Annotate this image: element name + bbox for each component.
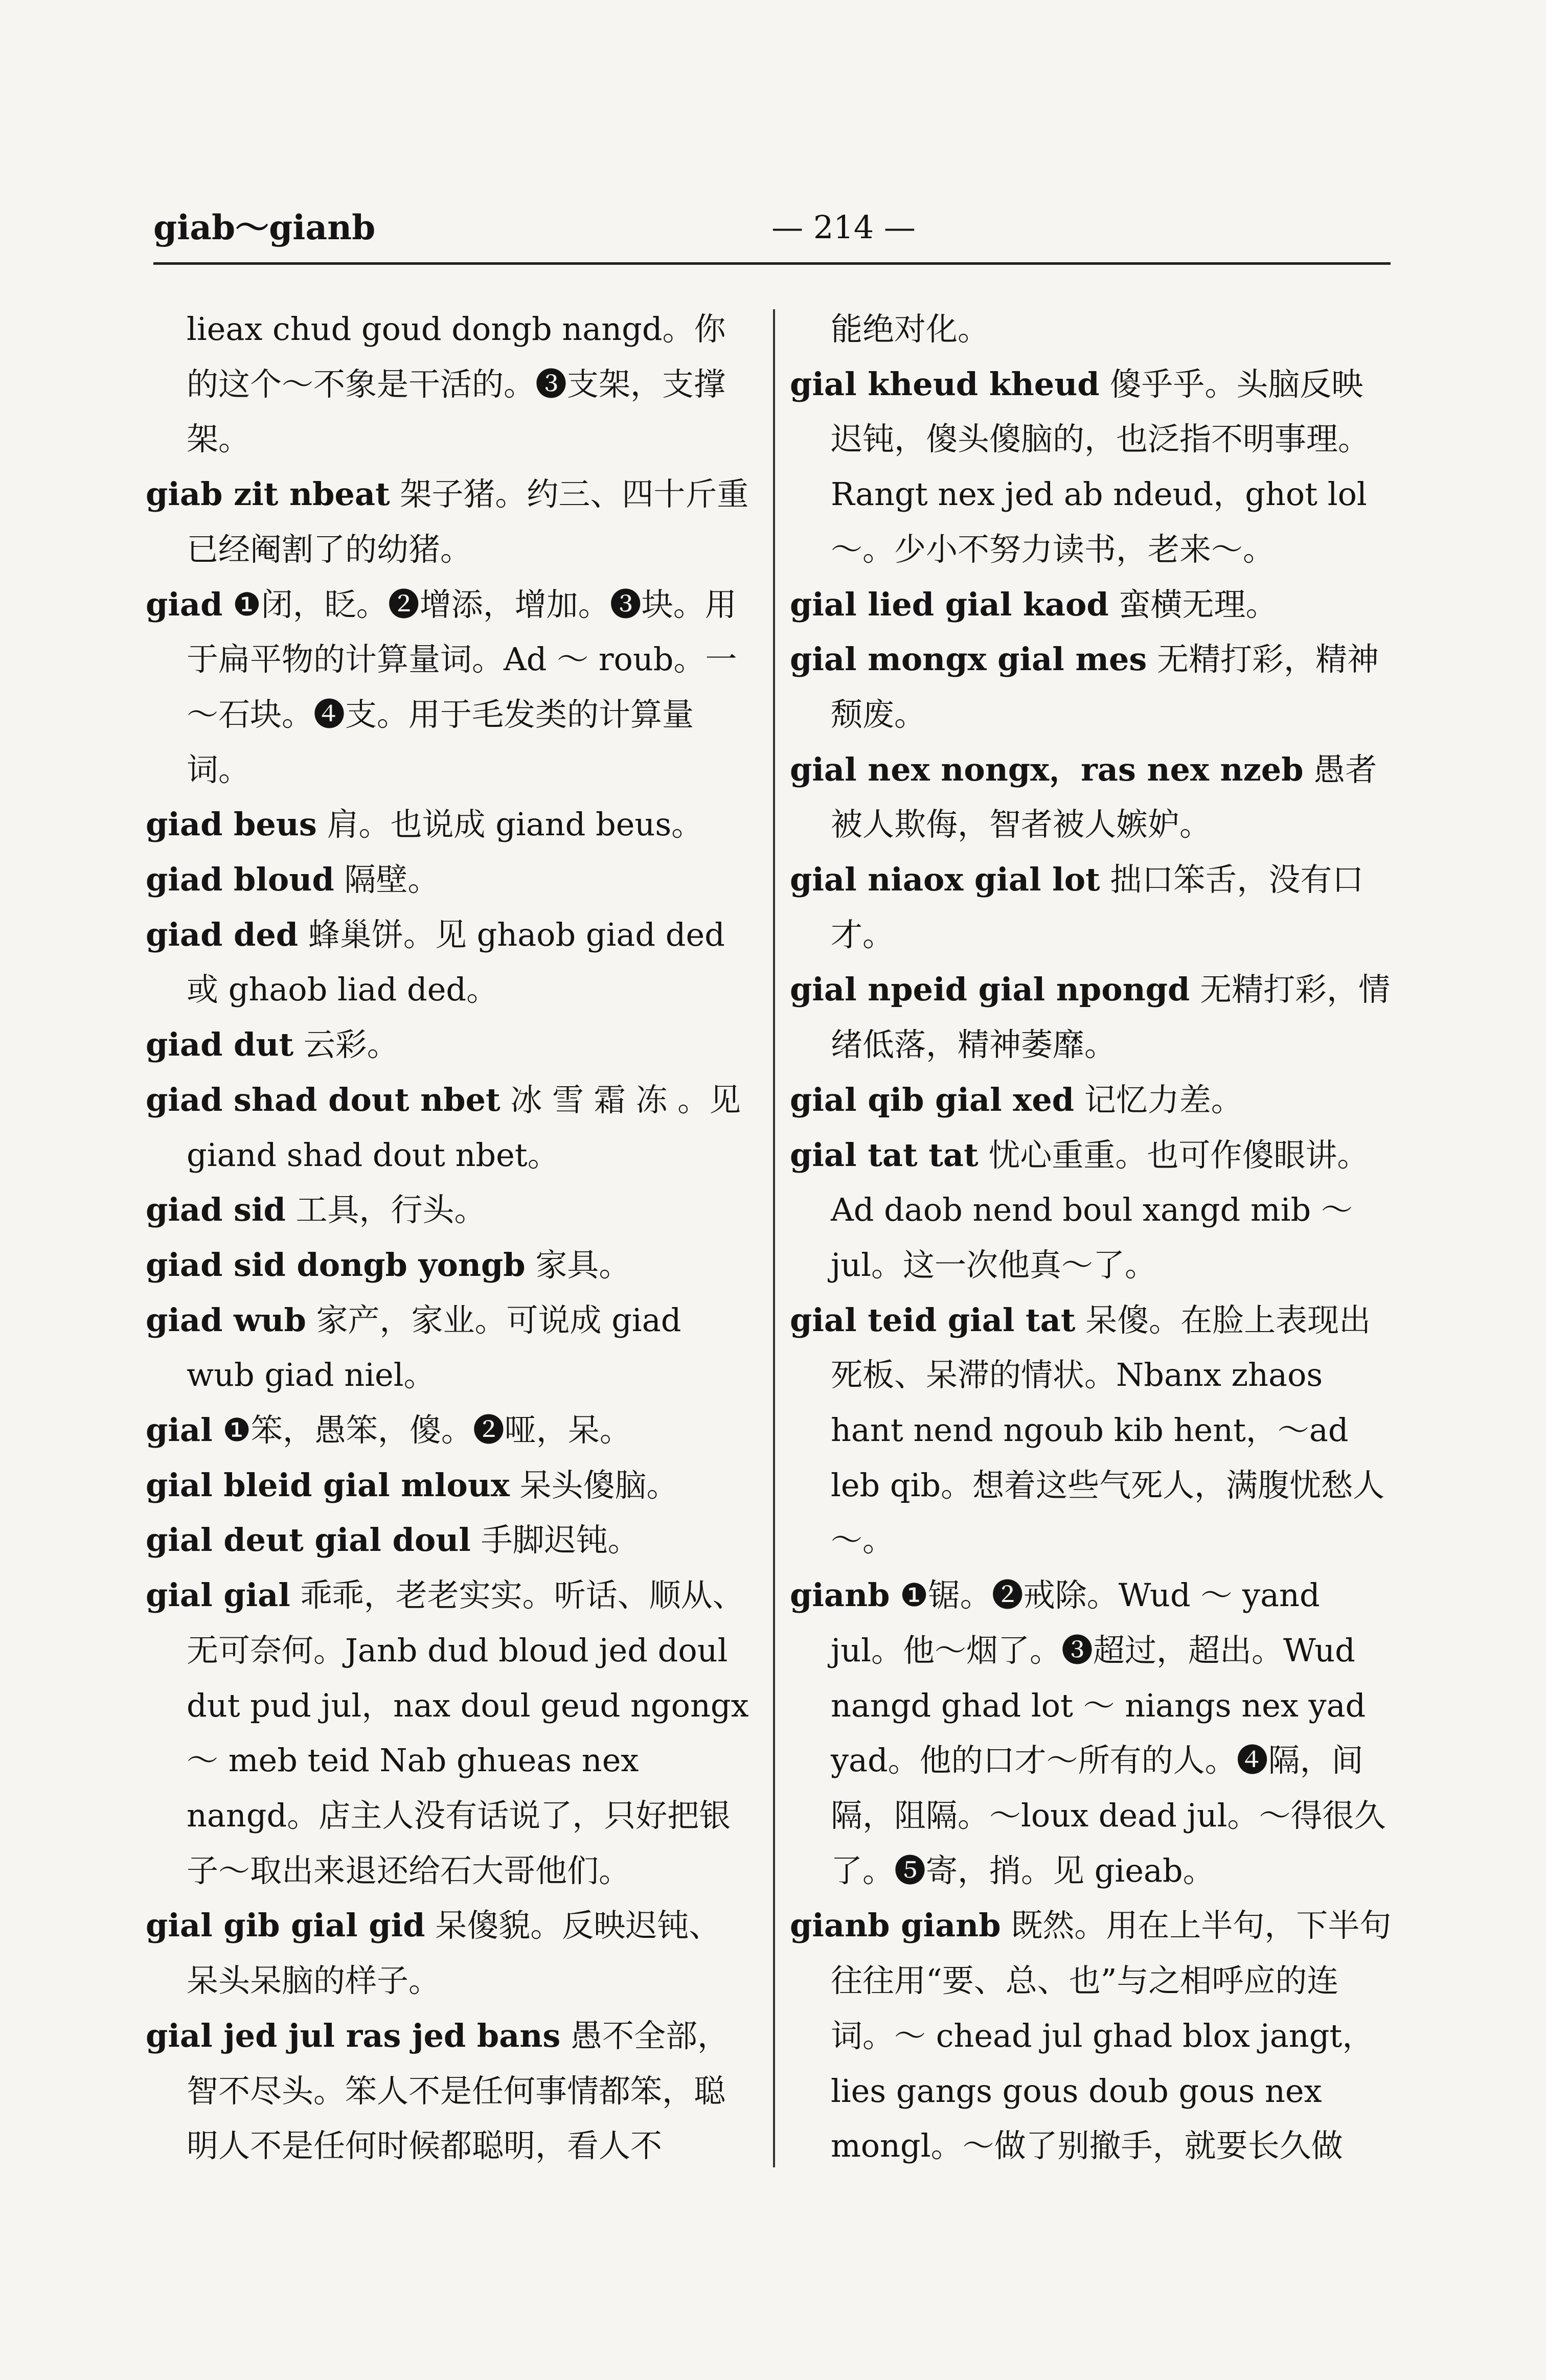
entry-continuation: lieax chud goud dongb nangd。你的这个～不象是干活的。❸支架，支撑架。 [187, 310, 726, 458]
dictionary-entry [790, 1293, 1393, 1568]
entry-definition: 傻乎乎。头脑反映迟钝，傻头傻脑的，也泛指不明事理。Rangt nex jed ab ndeud，ghot lol ～。少小不努力读书，老来～。 [831, 365, 1370, 568]
entry-definition: 记忆力差。 [1074, 1081, 1243, 1118]
entry-headword: gial [146, 1411, 213, 1449]
left-column [146, 302, 749, 2173]
entry-definition: 家具。 [525, 1246, 631, 1284]
entry-definition: 云彩。 [293, 1026, 399, 1064]
dictionary-entry [146, 2008, 749, 2173]
header-rule [153, 262, 1391, 265]
entry-headword: gial kheud kheud [790, 365, 1100, 403]
entry-definition: 无精打彩，情绪低落，精神萎靡。 [831, 971, 1391, 1064]
entry-definition: 既然。用在上半句，下半句往往用“要、总、也”与之相呼应的连词。～ chead jul ghad blox jangt，lies gangs gous doub gous nex mongl。～做了别撤手，就要长久做 [831, 1907, 1392, 2165]
entry-definition: ❶锯。❷戒除。Wud ～ yand jul。他～烟了。❸超过，超出。Wud nangd ghad lot ～ niangs nex yad yad。他的口才～所有的人。❹隔，间隔，阻隔。～loux dead jul。～得很久了。❺寄，捎。见 gieab。 [831, 1576, 1386, 1889]
entry-headword: gial deut gial doul [146, 1521, 471, 1559]
entry-definition: ❶闭，眨。❷增添，增加。❸块。用于扁平物的计算量词。Ad ～ roub。一～石块。❹支。用于毛发类的计算量词。 [187, 585, 737, 788]
dictionary-entry [790, 357, 1393, 577]
entry-definition: 工具，行头。 [285, 1191, 486, 1229]
dictionary-entry [146, 1513, 749, 1568]
entry-headword: gial tat tat [790, 1136, 979, 1174]
entry-headword: gial niaox gial lot [790, 861, 1100, 899]
entry-definition: 蜂巢饼。见 ghaob giad ded 或 ghaob liad ded。 [187, 916, 725, 1009]
dictionary-entry [146, 1403, 749, 1458]
entry-headword: gial bleid gial mloux [146, 1466, 510, 1504]
dictionary-entry [790, 1072, 1393, 1128]
entry-headword: gial nex nongx，ras nex nzeb [790, 750, 1304, 788]
entry-definition: 呆头傻脑。 [509, 1466, 678, 1504]
dictionary-entry [146, 1568, 749, 1898]
entry-definition: 无精打彩，精神颓废。 [831, 640, 1379, 733]
guide-words: giab～gianb [153, 208, 376, 247]
entry-headword: giad bloud [146, 861, 334, 899]
dictionary-entry [790, 577, 1393, 632]
right-column [790, 302, 1393, 2173]
dictionary-entry [146, 1017, 749, 1072]
entry-definition: 愚不全部，智不尽头。笨人不是任何事情都笨，聪明人不是任何时候都聪明，看人不 [187, 2017, 730, 2165]
dictionary-entry [146, 1182, 749, 1238]
entry-definition: 蛮横无理。 [1108, 585, 1278, 623]
entry-headword: giad shad dout nbet [146, 1081, 501, 1118]
entry-headword: gial teid gial tat [790, 1301, 1076, 1339]
entry-headword: giad [146, 585, 223, 623]
dictionary-entry [146, 1458, 749, 1513]
dictionary-entry [790, 962, 1393, 1072]
entry-definition: 乖乖，老老实实。听话、顺从、无可奈何。Janb dud bloud jed doul dut pud jul，nax doul geud ngongx ～ meb teid Nab ghueas nex nangd。店主人没有话说了，只好把银子～取出来退还给石大哥他们。 [187, 1576, 749, 1889]
dictionary-entry [790, 1568, 1393, 1898]
entry-definition: 呆傻。在脸上表现出死板、呆滞的情状。Nbanx zhaos hant nend ngoub kib hent，～ad leb qib。想着这些气死人，满腹忧愁人～。 [831, 1301, 1385, 1559]
entry-definition: 手脚迟钝。 [470, 1521, 640, 1559]
column-divider [773, 309, 775, 2167]
entry-definition: 拙口笨舌，没有口才。 [831, 861, 1364, 953]
dictionary-entry [146, 797, 749, 852]
entry-definition: 冰 雪 霜 冻 。见 giand shad dout nbet。 [187, 1081, 741, 1174]
entry-headword: gial mongx gial mes [790, 640, 1147, 678]
dictionary-entry [790, 1128, 1393, 1293]
entry-headword: giad beus [146, 806, 317, 843]
dictionary-entry [146, 1238, 749, 1293]
entry-headword: gial jed jul ras jed bans [146, 2017, 561, 2054]
dictionary-entry [146, 907, 749, 1017]
entry-headword: gianb [790, 1576, 890, 1614]
page-header [153, 202, 1391, 263]
entry-definition: 呆傻貌。反映迟钝、呆头呆脑的样子。 [187, 1907, 721, 2000]
entry-headword: giab zit nbeat [146, 475, 390, 513]
entry-headword: giad ded [146, 916, 299, 953]
entry-headword: gial gib gial gid [146, 1907, 425, 1944]
dictionary-entry [146, 1072, 749, 1182]
entry-continuation: 能绝对化。 [831, 310, 990, 348]
dictionary-entry [146, 467, 749, 577]
entry-definition: 肩。也说成 giand beus。 [316, 806, 703, 843]
entry-definition: 家产，家业。可说成 giad wub giad niel。 [187, 1301, 681, 1394]
entry-definition: 愚者被人欺侮，智者被人嫉妒。 [831, 750, 1377, 843]
dictionary-entry [790, 632, 1393, 742]
entry-headword: gial gial [146, 1576, 290, 1614]
dictionary-entry [146, 577, 749, 797]
entry-headword: gial lied gial kaod [790, 585, 1109, 623]
entry-headword: giad dut [146, 1026, 294, 1064]
dictionary-entry [146, 852, 749, 907]
entry-headword: giad sid [146, 1191, 286, 1229]
dictionary-entry [790, 852, 1393, 962]
entry-headword: gial qib gial xed [790, 1081, 1075, 1118]
entry-definition: 忧心重重。也可作傻眼讲。Ad daob nend boul xangd mib ～ jul。这一次他真～了。 [831, 1136, 1369, 1284]
dictionary-entry [146, 1293, 749, 1403]
dictionary-entry [790, 1898, 1393, 2173]
entry-headword: giad wub [146, 1301, 306, 1339]
page-number: — 214 — [771, 209, 916, 246]
entry-headword: giad sid dongb yongb [146, 1246, 526, 1284]
entry-definition: 隔壁。 [334, 861, 440, 899]
entry-headword: gianb gianb [790, 1907, 1001, 1944]
dictionary-entry [790, 742, 1393, 852]
entry-headword: gial npeid gial npongd [790, 971, 1190, 1009]
entry-definition: ❶笨，愚笨，傻。❷哑，呆。 [212, 1411, 631, 1449]
entry-definition: 架子猪。约三、四十斤重已经阉割了的幼猪。 [187, 475, 749, 568]
dictionary-entry [146, 1898, 749, 2008]
